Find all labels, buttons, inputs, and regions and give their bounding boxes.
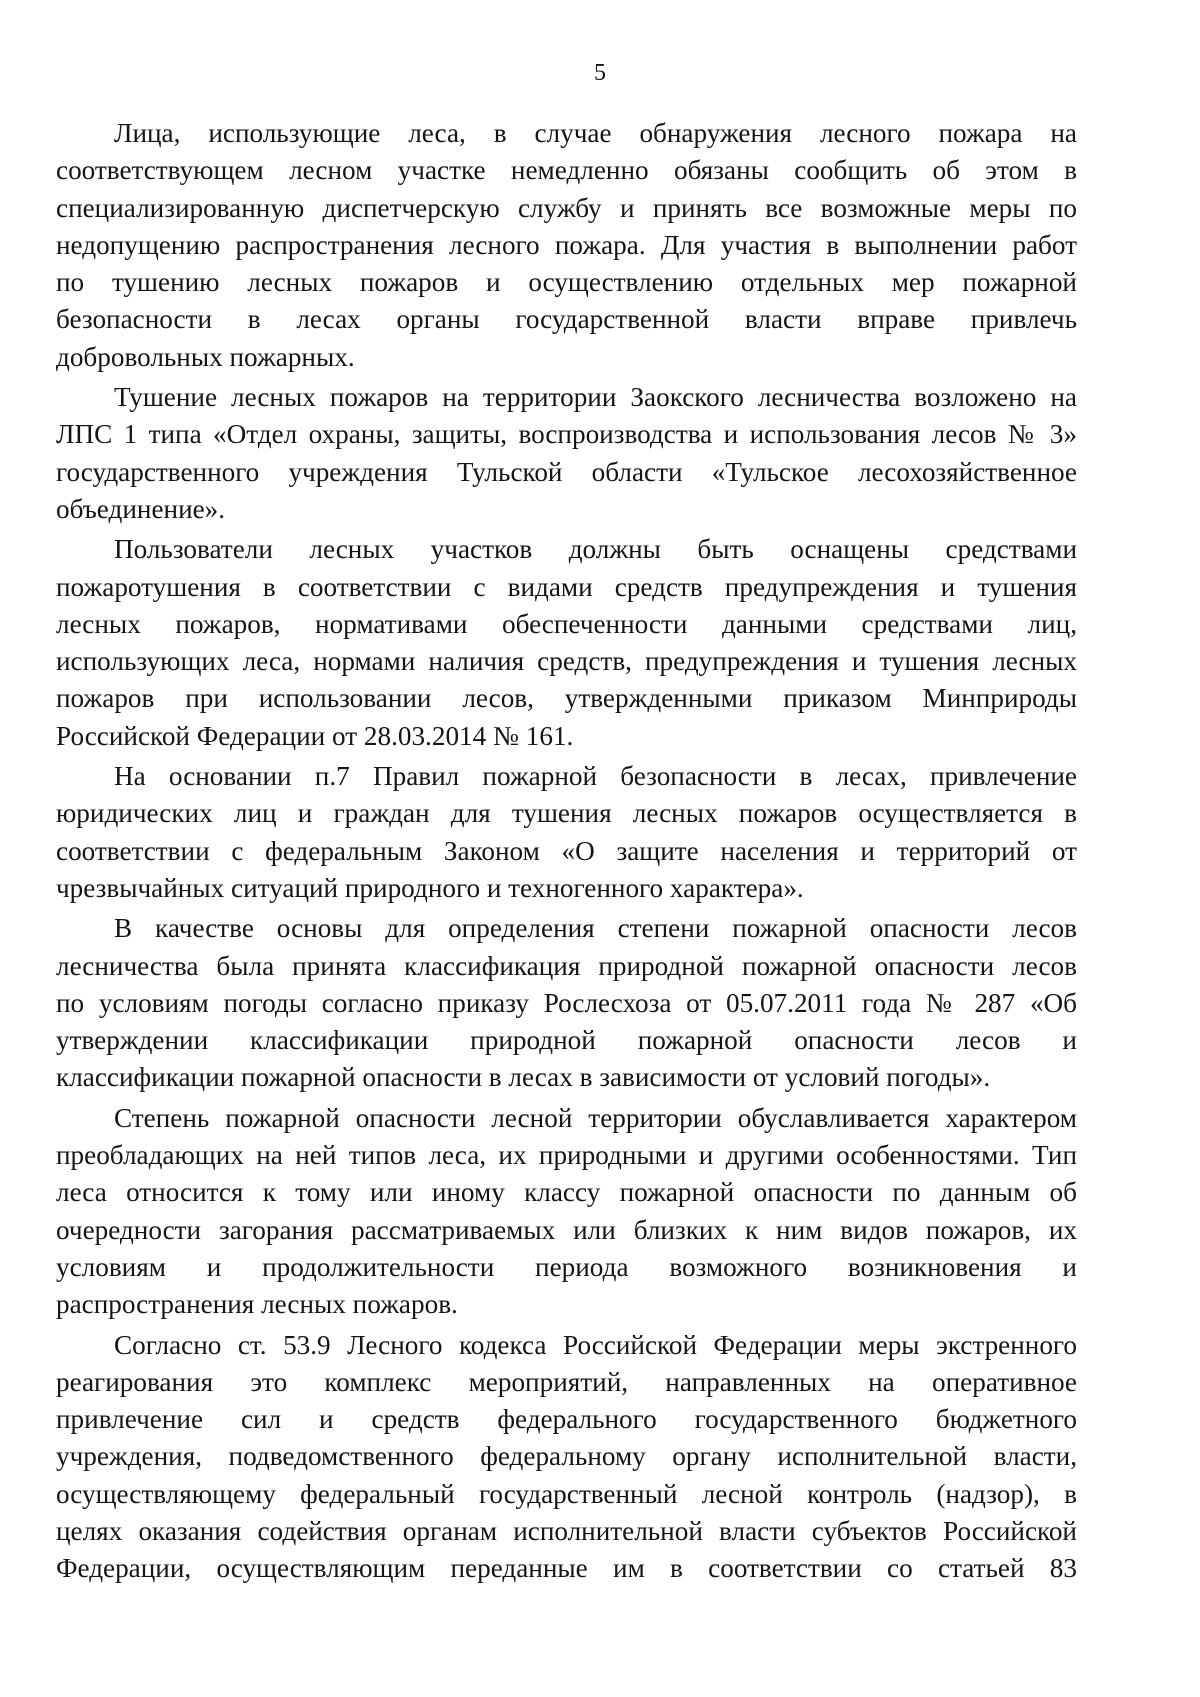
text-line: реагирования это комплекс мероприятий, направленных на оперативное (56, 1366, 1077, 1397)
text-line: целях оказания содействия органам исполнительной власти субъектов Российской (56, 1515, 1077, 1546)
text-line: Лица, использующие леса, в случае обнаружения лесного пожара на (114, 118, 1077, 148)
text-line: распространения лесных пожаров. (56, 1289, 458, 1320)
text-line: специализированную диспетчерскую службу и принять все возможные меры по (56, 192, 1077, 223)
page-number: 5 (594, 60, 606, 86)
text-line: соответствующем лесном участке немедленно обязаны сообщить об этом в (56, 155, 1077, 186)
paragraph (56, 379, 1077, 528)
text-line: добровольных пожарных. (56, 341, 355, 372)
paragraph (56, 1100, 1077, 1324)
text-line: соответствии с федеральным Законом «О защите населения и территорий от (56, 835, 1077, 866)
document-body (56, 115, 1077, 1588)
text-line: государственного учреждения Тульской области «Тульское лесохозяйственное (56, 456, 1077, 487)
text-line: безопасности в лесах органы государственной власти вправе привлечь (56, 304, 1077, 335)
text-line: преобладающих на ней типов леса, их природными и другими особенностями. Тип (56, 1140, 1077, 1171)
text-line: На основании п.7 Правил пожарной безопасности в лесах, привлечение (114, 761, 1077, 792)
text-line: привлечение сил и средств федерального государственного бюджетного (56, 1404, 1077, 1435)
text-line: пожаротушения в соответствии с видами средств предупреждения и тушения (56, 571, 1077, 602)
paragraph (56, 910, 1077, 1096)
text-line: лесничества была принята классификация природной пожарной опасности лесов (56, 950, 1077, 981)
text-line: учреждения, подведомственного федеральному органу исполнительной власти, (56, 1441, 1077, 1472)
text-line: леса относится к тому или иному классу пожарной опасности по данным об (56, 1177, 1077, 1208)
text-line: Степень пожарной опасности лесной территории обуславливается характером (114, 1102, 1077, 1133)
text-line: чрезвычайных ситуаций природного и техногенного характера». (56, 872, 804, 903)
text-line: недопущению распространения лесного пожара. Для участия в выполнении работ (56, 229, 1077, 260)
text-line: В качестве основы для определения степени пожарной опасности лесов (114, 913, 1077, 944)
text-line: условиям и продолжительности периода возможного возникновения и (56, 1251, 1077, 1282)
paragraph (56, 758, 1077, 907)
text-line: объединение». (56, 493, 226, 524)
paragraph (56, 115, 1077, 376)
text-line: Пользователи лесных участков должны быть оснащены средствами (114, 534, 1077, 565)
text-line: юридических лиц и граждан для тушения лесных пожаров осуществляется в (56, 798, 1077, 829)
text-line: лесных пожаров, нормативами обеспеченности данными средствами лиц, (56, 608, 1077, 639)
text-line: осуществляющему федеральный государственный лесной контроль (надзор), в (56, 1478, 1077, 1509)
text-line: классификации пожарной опасности в лесах в зависимости от условий погоды». (56, 1062, 991, 1093)
text-line: Согласно ст. 53.9 Лесного кодекса Российской Федерации меры экстренного (114, 1329, 1077, 1360)
text-line: утверждении классификации природной пожарной опасности лесов и (56, 1025, 1077, 1056)
text-line: очередности загорания рассматриваемых или близких к ним видов пожаров, их (56, 1214, 1077, 1245)
text-line: Федерации, осуществляющим переданные им в соответствии со статьей 83 (56, 1553, 1077, 1584)
paragraph (56, 531, 1077, 755)
paragraph (56, 1327, 1077, 1588)
text-line: использующих леса, нормами наличия средств, предупреждения и тушения лесных (56, 646, 1077, 677)
text-line: ЛПС 1 типа «Отдел охраны, защиты, воспроизводства и использования лесов № 3» (56, 419, 1077, 450)
text-line: пожаров при использовании лесов, утвержденными приказом Минприроды (56, 683, 1077, 714)
text-line: Российской Федерации от 28.03.2014 № 161. (56, 720, 574, 751)
text-line: Тушение лесных пожаров на территории Заокского лесничества возложено на (114, 382, 1077, 413)
text-line: по тушению лесных пожаров и осуществлению отдельных мер пожарной (56, 267, 1077, 298)
text-line: по условиям погоды согласно приказу Рослесхоза от 05.07.2011 года № 287 «Об (56, 987, 1077, 1018)
